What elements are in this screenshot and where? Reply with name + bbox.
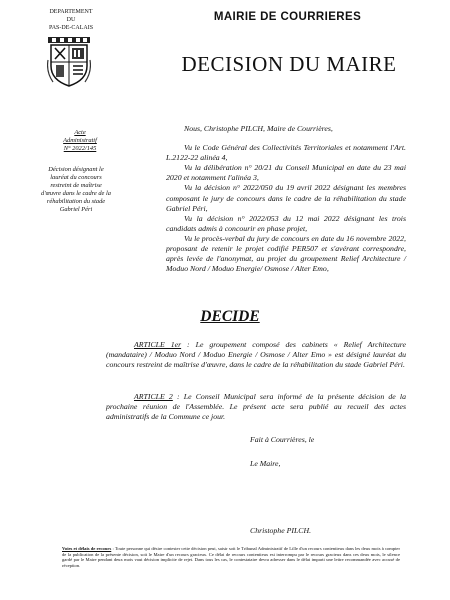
mayor-statement: Nous, Christophe PILCH, Maire de Courrières, bbox=[184, 124, 333, 133]
department-header bbox=[40, 8, 102, 32]
preamble bbox=[166, 124, 406, 274]
signatory-name: Christophe PILCH. bbox=[250, 526, 312, 535]
considerant-item: Vu le procès-verbal du jury de concours en date du 16 novembre 2022, proposant de retenir le projet codifié PER507 et s'avérant correspondre, après levée de l'anonymat, au projet du groupement Relief Architecture / Moduo Nord / Moduo Energie/ Osmose / Alter Emo, bbox=[166, 233, 406, 274]
department-line: DU bbox=[66, 17, 76, 23]
act-number: N° 2022/145 bbox=[63, 145, 97, 152]
act-type: Administratif bbox=[63, 137, 97, 144]
mayor-title: Le Maire, bbox=[250, 459, 281, 468]
appeal-text: : Toute personne qui désire contester cette décision peut, saisir soit le Tribunal Administratif de Lille d'un recours contentieux dans les deux mois à compter de la publication de la présente décision, soit le Maire d'un recours gracieux. Ce délai de recours contentieux est interrompu par le recours gracieux dans ces deux mois, le silence gardé par le Maire pendant deux mois vaut décision implicite de rejet. Dans tous les cas, le contestataire devra adresser dans le délai imparti une lettre recommandée avec accusé de réception. bbox=[62, 546, 400, 568]
act-label: Acte bbox=[74, 129, 86, 136]
considerant-item: Vu la décision n° 2022/053 du 12 mai 2022 désignant les trois candidats admis à concourir en phase projet, bbox=[166, 213, 406, 233]
article-1 bbox=[106, 340, 406, 370]
considerant-item: Vu la décision n° 2022/050 du 19 avril 2022 désignant les membres composant le jury de concours dans le cadre de la réhabilitation du stade Gabriel Péri, bbox=[166, 183, 406, 213]
considerant-item: Vu la délibération n° 20/21 du Conseil Municipal en date du 23 mai 2020 et notamment l'alinéa 3, bbox=[166, 163, 406, 183]
article-text: : Le groupement composé des cabinets « Relief Architecture (mandataire) / Moduo Nord / Moduo Energie / Osmose / Alter Emo » est désigné lauréat du concours restreint de maîtrise d'œuvre, dans le cadre de la réhabilitation du stade Gabriel Péri. bbox=[106, 340, 406, 370]
decision-summary: Décision désignant le lauréat du concours restreint de maîtrise d'œuvre dans le cadre de la réhabilitation du stade Gabriel Péri bbox=[41, 166, 111, 213]
place-date-line: Fait à Courrières, le bbox=[250, 435, 315, 444]
act-reference bbox=[52, 129, 108, 153]
decide-heading: DECIDE bbox=[200, 308, 260, 325]
appeal-label: Voies et délais de recours bbox=[62, 546, 112, 551]
article-label: ARTICLE 2 bbox=[134, 392, 173, 401]
article-label: ARTICLE 1er bbox=[134, 340, 182, 349]
decision-title: DECISION DU MAIRE bbox=[181, 52, 397, 76]
department-line: PAS-DE-CALAIS bbox=[48, 25, 94, 31]
article-2 bbox=[106, 392, 406, 422]
department-line: DEPARTEMENT bbox=[49, 9, 93, 15]
mairie-title: MAIRIE DE COURRIERES bbox=[213, 11, 362, 23]
appeal-notice bbox=[62, 546, 400, 568]
considerant-item: Vu le Code Général des Collectivités Territoriales et notamment l'Art. L.2122-22 alinéa 4, bbox=[166, 143, 406, 163]
city-coat-of-arms bbox=[47, 36, 91, 88]
article-text: : Le Conseil Municipal sera informé de la présente décision de la prochaine réunion de l'Assemblée. Le présent acte sera publié au recueil des actes administratifs de la Commune ce jour. bbox=[106, 392, 406, 422]
